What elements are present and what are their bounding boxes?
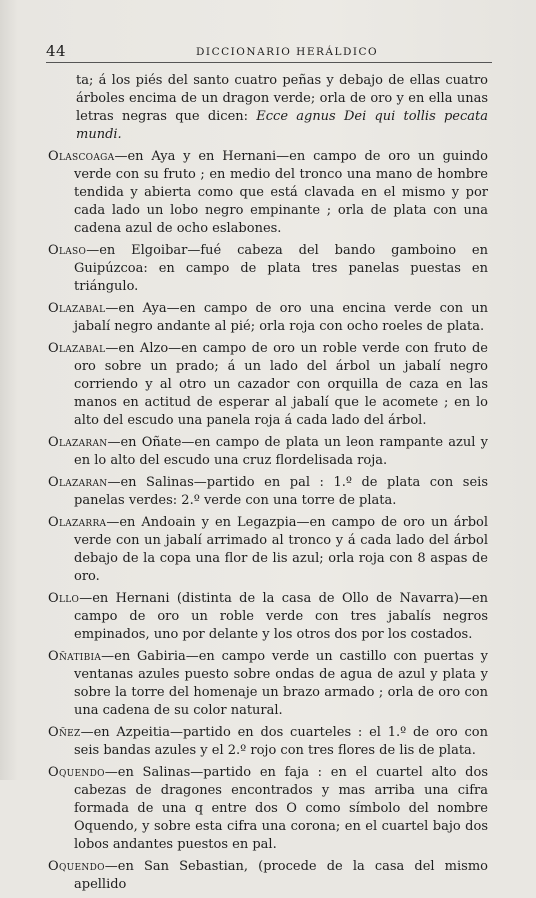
entry-olazabal-aya [48,300,488,336]
running-head: DICCIONARIO HERÁLDICO [196,46,379,58]
entry-text: —en Oñate—en campo de plata un leon rampante azul y en lo alto del escudo una cruz flordelisada roja. [74,435,488,468]
entry-heading: Olazabal [48,341,106,356]
entry-heading: Olazabal [48,301,106,316]
entry-text-part: ta; á los piés del santo cuatro peñas y debajo de ellas cuatro árboles encima de un dragon verde; orla de oro y en ella unas letras negras que dicen: [76,73,488,124]
entry-olaso [48,242,488,296]
entry-heading: Olazaran [48,435,108,450]
entry-heading: Olazarra [48,515,107,530]
entry-text: —en Aya y en Hernani—en campo de oro un guindo verde con su fruto ; en medio del tronco una mano de hombre tendida y abierta como que está clavada en el mismo y por cada lado un lobo negro empinante ; orla de plata con una cadena azul de ocho eslabones. [74,149,488,236]
dictionary-body [48,72,488,898]
entry-olazaran-onate [48,434,488,470]
entry-text: —en Salinas—partido en faja : en el cuartel alto dos cabezas de dragones encontrados y mas arriba una cifra formada de una q entre dos O como símbolo del nombre Oquendo, y sobre esta cifra una corona; en el cuartel bajo dos lobos andantes puestos en pal. [74,765,488,852]
entry-text [48,72,488,144]
entry-text: —en Gabiria—en campo verde un castillo con puertas y ventanas azules puesto sobre ondas de agua de azul y plata y sobre la torre del homenaje un brazo armado ; orla de oro con una cadena de su color natural. [74,649,488,718]
entry-heading: Oquendo [48,859,105,874]
entry-heading: Olazaran [48,475,108,490]
page-number: 44 [46,42,67,60]
entry-text: —en Elgoibar—fué cabeza del bando gamboino en Guipúzcoa: en campo de plata tres panelas puestas en triángulo. [74,243,488,294]
entry-motto: Ecce agnus Dei qui tollis pecata mundi. [76,109,488,142]
entry-text: —en Aya—en campo de oro una encina verde con un jabalí negro andante al pié; orla roja con ocho roeles de plata. [74,301,488,334]
entry-text: —en Alzo—en campo de oro un roble verde con fruto de oro sobre un prado; á un lado del árbol un jabalí negro corriendo y al otro un cazador con orquilla de caza en las manos en actitud de esperar al jabalí que le acomete ; en lo alto del escudo una panela roja á cada lado del árbol. [74,341,488,428]
entry-ollo [48,590,488,644]
entry-heading: Ollo [48,591,80,606]
entry-olazabal-alzo [48,340,488,430]
entry-text: —en Hernani (distinta de la casa de Ollo de Navarra)—en campo de oro un roble verde con tres jabalís negros empinados, uno por delante y los otros dos por los costados. [74,591,488,642]
header-rule [46,62,492,63]
entry-text: —en Salinas—partido en pal : 1.º de plata con seis panelas verdes: 2.º verde con una torre de plata. [74,475,488,508]
entry-olazaran-salinas [48,474,488,510]
entry-heading: Oquendo [48,765,105,780]
entry-heading: Olascoaga [48,149,115,164]
entry-text: —en Andoain y en Legazpia—en campo de oro un árbol verde con un jabalí arrimado al tronco y á cada lado del árbol debajo de la copa una flor de lis azul; orla roja con 8 aspas de oro. [74,515,488,584]
entry-olazarra [48,514,488,586]
entry-heading: Oñez [48,725,81,740]
entry-oquendo-san-sebastian [48,858,488,894]
entry-heading: Oñatibia [48,649,102,664]
entry-continuation [48,72,488,144]
page-header [46,38,492,66]
entry-text: —en Azpeitia—partido en dos cuarteles : el 1.º de oro con seis bandas azules y el 2.º rojo con tres flores de lis de plata. [74,725,488,758]
entry-onatibia [48,648,488,720]
entry-heading: Olaso [48,243,87,258]
entry-oquendo-salinas [48,764,488,854]
entry-olascoaga [48,148,488,238]
entry-onez [48,724,488,760]
entry-text: —en San Sebastian, (procede de la casa del mismo apellido [74,859,488,892]
